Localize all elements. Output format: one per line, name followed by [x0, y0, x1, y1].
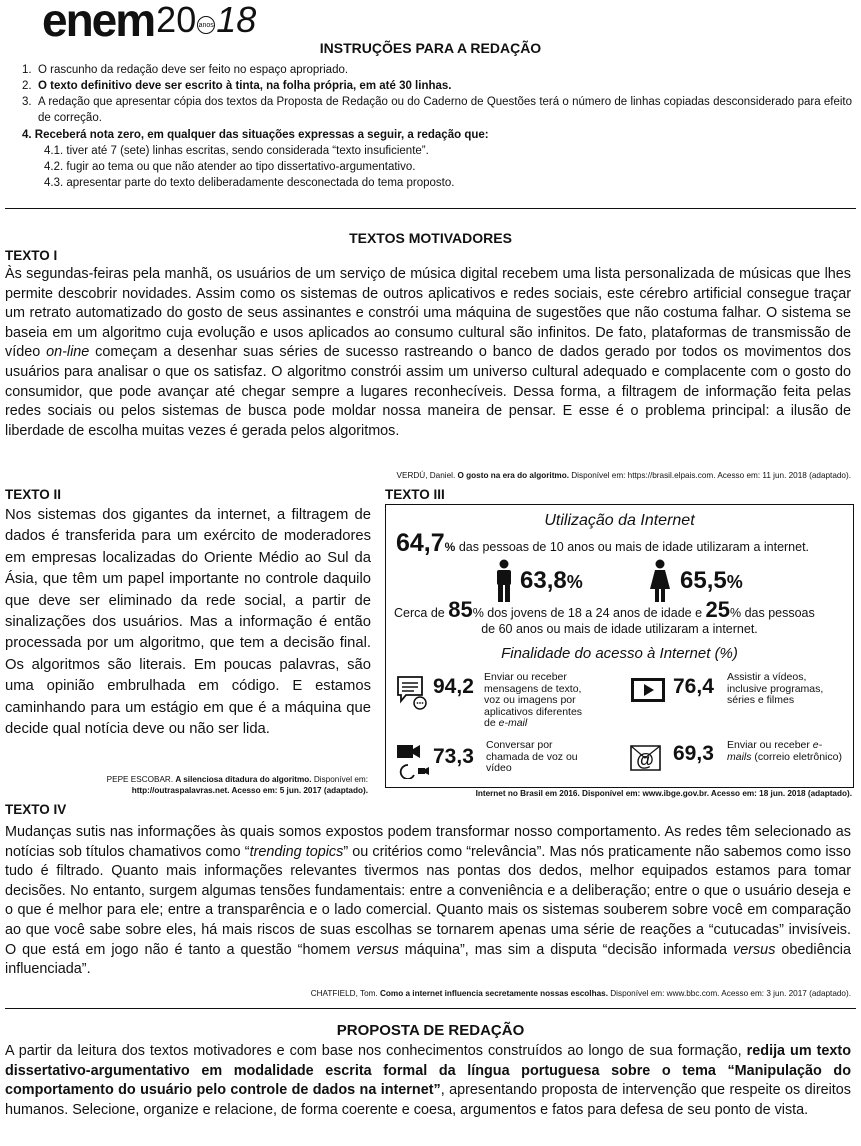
texto1-text: Às segundas-feiras pela manhã, os usuários de um serviço de música digital recebem uma lista personalizada de músicas que lhes permite descobrir novidades. Assim como os sistemas de outros aplicativos e redes sociais, este cérebro artificial consegue traçar um retrato automatizado do gosto de seus assinantes e constrói uma máquina de sugestões que não costuma falhar. O sistema se baseia em um algoritmo cuja evolução e usos aplicados ao consumo cultural são infinitos. De fato, plataformas de transmissão de vídeo: [5, 266, 851, 361]
logo-year-prefix: 20: [156, 0, 197, 40]
stat-unit: %: [726, 572, 743, 592]
texto4-italic: versus: [356, 941, 399, 958]
stat-men: [520, 567, 583, 595]
purpose-text: (correio eletrônico): [751, 750, 842, 763]
texto3-title: TEXTO III: [385, 487, 445, 502]
logo-year-suffix: 18: [216, 0, 257, 40]
texto3-source: Internet no Brasil em 2016. Disponível em: www.ibge.gov.br. Acesso em: 18 jun. 2018 (adaptado).: [475, 789, 852, 798]
purpose-text-italic: e-mails: [727, 739, 823, 763]
instruction-text: O rascunho da redação deve ser feito no espaço apropriado.: [38, 64, 349, 76]
svg-text:@: @: [636, 750, 654, 770]
internet-usage-infographic: [385, 504, 854, 788]
instructions-title: INSTRUÇÕES PARA A REDAÇÃO: [319, 40, 542, 56]
source-info: Disponível em: www.bbc.com. Acesso em: 3 jun. 2017 (adaptado).: [607, 989, 851, 998]
source-title: Como a internet influencia secretamente nossas escolhas.: [380, 989, 608, 998]
source-url: http://outraspalavras.net. Acesso em: 5 jun. 2017 (adaptado).: [131, 786, 368, 795]
source-info: Disponível em:: [311, 775, 368, 784]
instruction-item-4-2: 4.2. fugir ao tema ou que não atender ao tipo dissertativo-argumentativo.: [44, 161, 416, 173]
proposta-text: A partir da leitura dos textos motivadores e com base nos conhecimentos construídos ao longo de sua formação,: [5, 1043, 747, 1059]
logo-anos-badge: anos: [197, 16, 215, 34]
stat-value: 63,8: [520, 567, 567, 594]
stat-text: das pessoas de 10 anos ou mais de idade utilizaram a internet.: [455, 540, 810, 554]
motivadores-title: TEXTOS MOTIVADORES: [349, 230, 512, 246]
instruction-number: 3.: [22, 96, 32, 108]
instruction-item-4-3: 4.3. apresentar parte do texto deliberadamente desconectada do tema proposto.: [44, 177, 455, 189]
texto1-title: TEXTO I: [5, 248, 58, 263]
divider: [5, 208, 856, 209]
purpose-label-messages: [484, 672, 596, 730]
infographic-title: Utilização da Internet: [544, 512, 695, 529]
source-author: VERDÚ, Daniel.: [396, 471, 458, 480]
texto4-text: obediência influenciada”.: [5, 941, 851, 978]
purpose-text-italic: e-mail: [498, 717, 528, 729]
purpose-text: Enviar ou receber: [727, 739, 813, 751]
texto4-italic: trending topics: [249, 843, 344, 860]
email-icon: [630, 741, 666, 771]
proposta-text: , apresentando proposta de intervenção que respeite os direitos humanos. Selecione, organize e relacione, de forma coerente e coesa, argumentos e fatos para defesa de seu ponto de vista.: [5, 1082, 852, 1118]
stat-age-groups: [394, 597, 846, 623]
purpose-label-videos: Assistir a vídeos, inclusive programas, séries e filmes: [727, 671, 824, 706]
instruction-item-4: 4. Receberá nota zero, em qualquer das situações expressas a seguir, a redação que:: [22, 129, 489, 141]
proposta-theme: redija um texto dissertativo-argumentativo em modalidade escrita formal da língua portuguesa sobre o tema “Manipulação do comportamento do usuário pelo controle de dados na internet”: [5, 1043, 851, 1099]
instruction-item-1: [22, 62, 852, 78]
texto1-paragraph: [5, 265, 851, 441]
source-title: O gosto na era do algoritmo.: [457, 471, 569, 480]
logo-enem-text: enem: [42, 0, 155, 46]
source-author: PEPE ESCOBAR.: [106, 775, 176, 784]
stat-old-value: 25: [705, 597, 730, 622]
instruction-item-3: [22, 94, 852, 126]
texto1-italic: on-line: [46, 344, 90, 361]
stat-text: % das pessoas: [729, 606, 815, 620]
texto1-source: [5, 470, 851, 481]
texto4-source: [5, 988, 851, 999]
instruction-item-4-1: 4.1. tiver até 7 (sete) linhas escritas, sendo considerada “texto insuficiente”.: [44, 145, 429, 157]
purpose-title: Finalidade do acesso à Internet (%): [501, 645, 738, 662]
texto2-source: [5, 774, 368, 796]
stat-young-value: 85: [448, 597, 473, 622]
texto4-text: máquina”, mas sim a disputa “decisão informada: [398, 941, 733, 958]
instruction-number: 2.: [22, 80, 32, 92]
proposta-paragraph: [5, 1042, 851, 1120]
texto2-title: TEXTO II: [5, 487, 62, 502]
stat-value: 64,7: [396, 529, 445, 557]
purpose-value-messages: 94,2: [433, 675, 474, 698]
instruction-number: 1.: [22, 64, 32, 76]
video-play-icon: [630, 677, 666, 703]
stat-women: [680, 567, 743, 595]
stat-text: % dos jovens de 18 a 24 anos de idade e: [472, 606, 706, 620]
texto4-title: TEXTO IV: [5, 802, 67, 817]
source-author: CHATFIELD, Tom.: [310, 989, 380, 998]
enem-logo: [42, 0, 257, 46]
stat-age-line2: de 60 anos ou mais de idade utilizaram a internet.: [481, 622, 758, 636]
texto1-text: começam a desenhar suas séries de sucesso rastreando o banco de dados gerado por todos os movimentos dos usuários para analisar o que os satisfaz. O algoritmo constrói assim um universo cultural adequado e complacente com o gosto do consumidor, que pode avançar até chegar sempre a lugares reconhecíveis. Dessa forma, a filtragem de informação feita pelas redes sociais ou pelos sistemas de busca pode moldar nossa maneira de pensar. E esse é o problema principal: a ilusão de liberdade de escolha muitas vezes é gerada pelos algoritmos.: [5, 344, 851, 439]
purpose-value-calls: 73,3: [433, 745, 474, 768]
purpose-value-email: 69,3: [673, 742, 714, 765]
texto4-paragraph: [5, 823, 851, 980]
purpose-text: Enviar ou receber mensagens de texto, voz ou imagens por aplicativos diferentes de: [484, 671, 583, 729]
texto2-paragraph: Nos sistemas dos gigantes da internet, a filtragem de dados é transferida para um exército de moderadores em empresas localizadas do Oriente Médio ao Sul da Ásia, que têm um papel importante no controle daquilo que deve ser eliminado da rede social, a partir de sinalizações dos usuários. Mas a informação é então processada por um algoritmo, que tem a decisão final. Os algoritmos são literais. Em poucas palavras, são uma opinião embrulhada em código. E estamos caminhando para um estágio em que é a máquina que decide qual notícia deve ou não ser lida.: [5, 507, 371, 738]
video-call-icon: [396, 741, 430, 779]
stat-unit: %: [566, 572, 583, 592]
instructions-list: [22, 62, 852, 191]
purpose-label-calls: Conversar por chamada de voz ou vídeo: [486, 739, 578, 774]
instruction-item-2: [22, 78, 852, 94]
texto4-italic: versus: [733, 941, 776, 958]
purpose-label-email: [727, 740, 845, 763]
stat-total-users: [396, 529, 809, 558]
texto4-text: ” ou critérios como “relevância”. Mas nós praticamente não sabemos como isso tudo é filtrado. Quanto mais informações relevantes tivermos nas pontas dos dedos, melhor equipados estamos para tomar decisões. No entanto, surgem algumas tensões fundamentais: entre a conveniência e a deliberação; entre o que o usuário deseja e o que é melhor para ele; entre a transparência e o lado comercial. Quanto mais os sistemas souberem sobre você em comparação ao que você sabe sobre eles, há mais riscos de suas escolhas se tornarem apenas uma série de reações a “cutucadas” invisíveis. O que está em jogo não é tanto a questão “homem: [5, 843, 852, 958]
proposta-title: PROPOSTA DE REDAÇÃO: [336, 1022, 525, 1039]
source-info: Disponível em: https://brasil.elpais.com. Acesso em: 11 jun. 2018 (adaptado).: [568, 471, 851, 480]
purpose-value-videos: 76,4: [673, 675, 714, 698]
stat-text: Cerca de: [394, 606, 449, 620]
chat-bubble-icon: [396, 675, 428, 711]
texto4-text: Mudanças sutis nas informações às quais somos expostos podem transformar nosso comportamento. As redes têm selecionado as notícias sob títulos chamativos como “: [5, 824, 851, 860]
instruction-text: O texto definitivo deve ser escrito à tinta, na folha própria, em até 30 linhas.: [38, 80, 452, 92]
divider: [5, 1008, 856, 1009]
stat-value: 65,5: [680, 567, 727, 594]
stat-unit: %: [444, 540, 456, 554]
source-title: A silenciosa ditadura do algoritmo.: [175, 775, 312, 784]
instruction-text: A redação que apresentar cópia dos textos da Proposta de Redação ou do Caderno de Questões terá o número de linhas copiadas desconsiderado para efeito de correção.: [38, 96, 852, 124]
